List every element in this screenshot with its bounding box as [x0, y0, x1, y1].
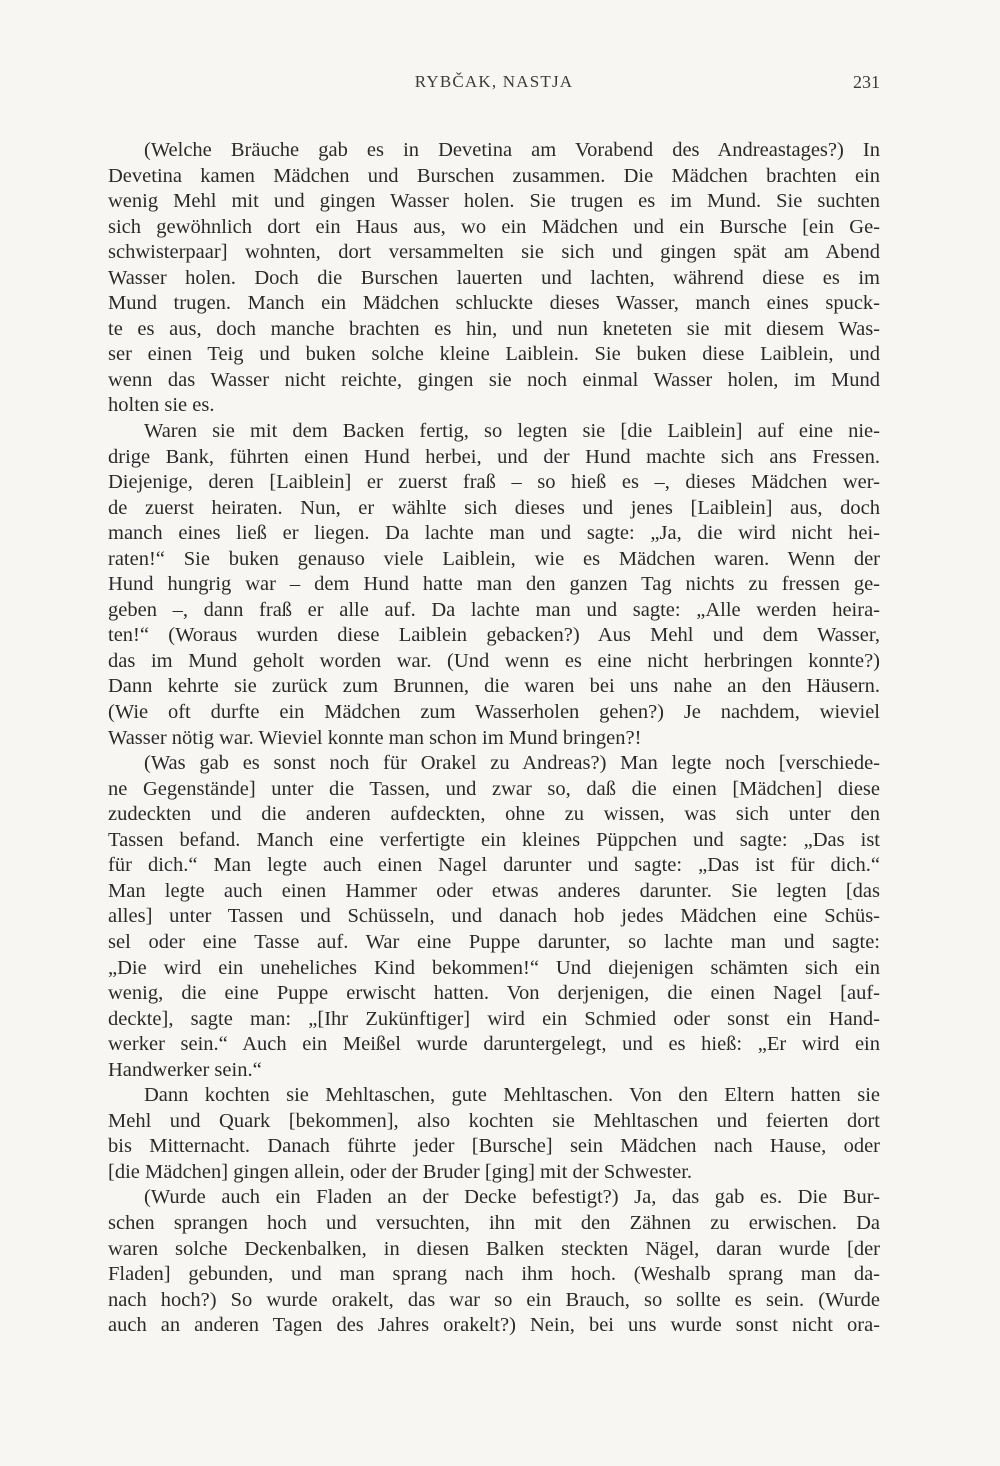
text-line: (Wurde auch ein Fladen an der Decke befestigt?) Ja, das gab es. Die Bur-: [144, 1186, 880, 1209]
running-head: RYBČAK, NASTJA: [414, 72, 574, 91]
text-line: (Wie oft durfte ein Mädchen zum Wasserholen gehen?) Je nachdem, wieviel: [108, 701, 880, 724]
text-line: geben –, dann fraß er alle auf. Da lachte man und sagte: „Alle werden heira-: [108, 598, 880, 621]
text-line: Mund trugen. Manch ein Mädchen schluckte dieses Wasser, manch eines spuck-: [108, 292, 880, 315]
text-line: wenig, die eine Puppe erwischt hatten. Von derjenigen, die einen Nagel [auf-: [108, 982, 880, 1005]
text-line: schen sprangen hoch und versuchten, ihn mit den Zähnen zu erwischen. Da: [108, 1211, 880, 1234]
text-line: Hund hungrig war – dem Hund hatte man den ganzen Tag nichts zu fressen ge-: [108, 573, 880, 596]
text-line: wenig Mehl mit und gingen Wasser holen. Sie trugen es im Mund. Sie suchten: [108, 190, 880, 213]
text-line: Handwerker sein.“: [108, 1058, 262, 1081]
text-line: sich gewöhnlich dort ein Haus aus, wo ein Mädchen und ein Bursche [ein Ge-: [108, 215, 880, 238]
text-line: Diejenige, deren [Laiblein] er zuerst fraß – so hieß es –, dieses Mädchen wer-: [108, 471, 880, 494]
text-line: auch an anderen Tagen des Jahres orakelt?) Nein, bei uns wurde sonst nicht ora-: [108, 1314, 880, 1337]
text-line: Wasser holen. Doch die Burschen lauerten und lachten, während diese es im: [108, 266, 880, 289]
text-line: [die Mädchen] gingen allein, oder der Bruder [ging] mit der Schwester.: [108, 1160, 693, 1183]
text-line: (Was gab es sonst noch für Orakel zu Andreas?) Man legte noch [verschiede-: [144, 752, 880, 775]
text-line: Fladen] gebunden, und man sprang nach ihm hoch. (Weshalb sprang man da-: [108, 1263, 880, 1286]
text-line: bis Mitternacht. Danach führte jeder [Bursche] sein Mädchen nach Hause, oder: [108, 1135, 880, 1158]
text-line: Dann kochten sie Mehltaschen, gute Mehltaschen. Von den Eltern hatten sie: [144, 1084, 880, 1107]
text-line: waren solche Deckenbalken, in diesen Balken steckten Nägel, daran wurde [der: [108, 1237, 880, 1260]
text-line: sel oder eine Tasse auf. War eine Puppe darunter, so lachte man und sagte:: [108, 930, 880, 953]
body-text: [108, 138, 880, 1339]
text-line: te es aus, doch manche brachten es hin, und nun kneteten sie mit diesem Was-: [108, 317, 880, 340]
text-line: Tassen befand. Manch eine verfertigte ein kleines Püppchen und sagte: „Das ist: [108, 828, 880, 851]
text-line: zudeckten und die anderen aufdeckten, ohne zu wissen, was sich unter den: [108, 803, 880, 826]
text-line: Dann kehrte sie zurück zum Brunnen, die waren bei uns nahe an den Häusern.: [108, 675, 880, 698]
text-line: schwisterpaar] wohnten, dort versammelten sie sich und gingen spät am Abend: [108, 241, 880, 264]
page-header: [108, 72, 880, 102]
page-number: 231: [853, 72, 880, 92]
text-line: das im Mund geholt worden war. (Und wenn es eine nicht herbringen konnte?): [108, 649, 880, 672]
text-line: Wasser nötig war. Wieviel konnte man schon im Mund bringen?!: [108, 726, 642, 749]
text-line: Man legte auch einen Hammer oder etwas anderes darunter. Sie legten [das: [108, 879, 880, 902]
text-line: ser einen Teig und buken solche kleine Laiblein. Sie buken diese Laiblein, und: [108, 343, 880, 366]
text-line: Devetina kamen Mädchen und Burschen zusammen. Die Mädchen brachten ein: [108, 164, 880, 187]
text-line: manch eines ließ er liegen. Da lachte man und sagte: „Ja, die wird nicht hei-: [108, 522, 880, 545]
text-line: drige Bank, führten einen Hund herbei, und der Hund machte sich ans Fressen.: [108, 445, 880, 468]
text-line: „Die wird ein uneheliches Kind bekommen!“ Und diejenigen schämten sich ein: [108, 956, 880, 979]
text-line: wenn das Wasser nicht reichte, gingen sie noch einmal Wasser holen, im Mund: [108, 368, 880, 391]
text-line: deckte], sagte man: „[Ihr Zukünftiger] wird ein Schmied oder sonst ein Hand-: [108, 1007, 880, 1030]
text-line: (Welche Bräuche gab es in Devetina am Vorabend des Andreastages?) In: [144, 139, 880, 161]
text-line: Waren sie mit dem Backen fertig, so legten sie [die Laiblein] auf eine nie-: [144, 420, 880, 443]
text-line: ne Gegenstände] unter die Tassen, und zwar so, daß die einen [Mädchen] diese: [108, 777, 880, 800]
text-line: nach hoch?) So wurde orakelt, das war so ein Brauch, so sollte es sein. (Wurde: [108, 1288, 880, 1311]
text-line: Mehl und Quark [bekommen], also kochten sie Mehltaschen und feierten dort: [108, 1109, 880, 1132]
text-line: für dich.“ Man legte auch einen Nagel darunter und sagte: „Das ist für dich.“: [108, 854, 880, 877]
text-line: alles] unter Tassen und Schüsseln, und danach hob jedes Mädchen eine Schüs-: [108, 905, 880, 928]
text-line: holten sie es.: [108, 394, 215, 417]
text-line: werker sein.“ Auch ein Meißel wurde daruntergelegt, und es hieß: „Er wird ein: [108, 1033, 880, 1056]
text-line: raten!“ Sie buken genauso viele Laiblein, wie es Mädchen waren. Wenn der: [108, 547, 880, 570]
text-line: de zuerst heiraten. Nun, er wählte sich dieses und jenes [Laiblein] aus, doch: [108, 496, 880, 519]
text-line: ten!“ (Woraus wurden diese Laiblein gebacken?) Aus Mehl und dem Wasser,: [108, 624, 880, 647]
